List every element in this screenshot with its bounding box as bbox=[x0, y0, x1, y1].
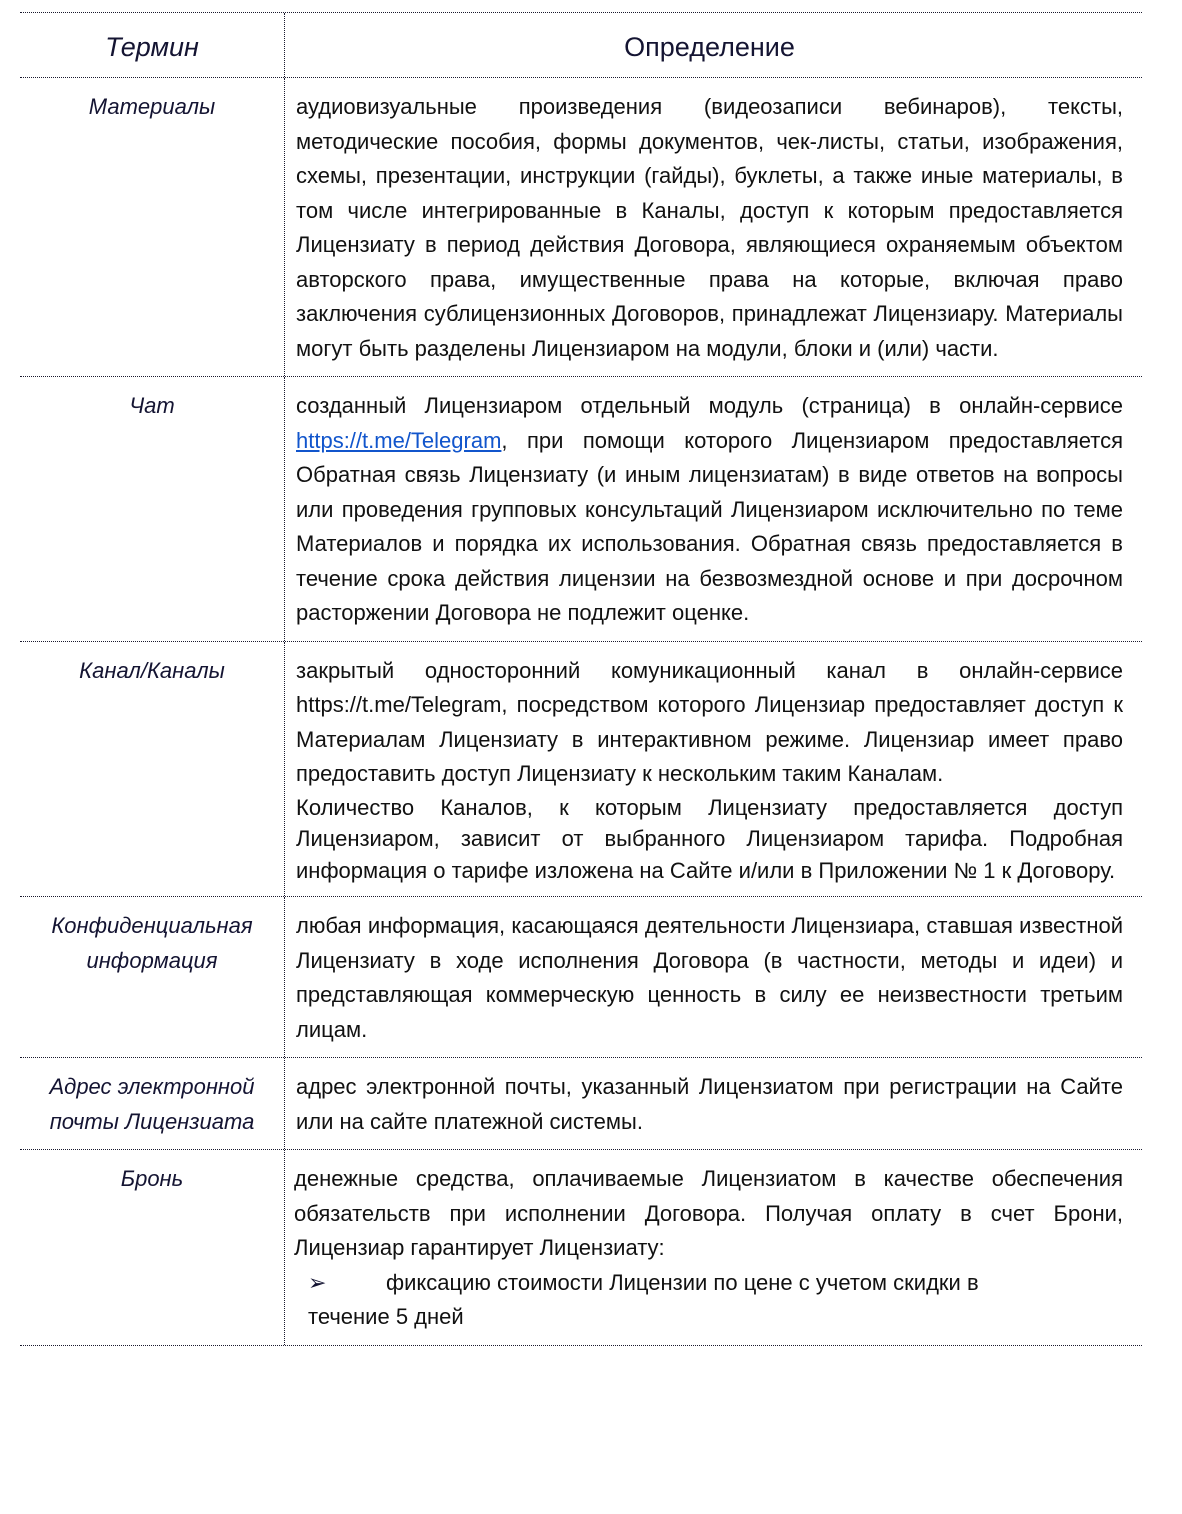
definition-cell bbox=[285, 377, 1142, 641]
header-term: Термин bbox=[20, 13, 285, 77]
definition-text: , при помощи которого Лицензиаром предоставляется Обратная связь Лицензиату (и иным лицензиатам) в виде ответов на вопросы или проведения групповых консультаций Лицензиаром исключительно по теме Материалов и порядка их использования. Обратная связь предоставляется в течение срока действия лицензии на безвозмездной основе и при досрочном расторжении Договора не подлежит оценке. bbox=[296, 427, 1123, 625]
telegram-link[interactable]: https://t.me/Telegram bbox=[296, 427, 502, 453]
term-cell: Материалы bbox=[20, 78, 285, 376]
term-cell: Конфиденциальная информация bbox=[20, 897, 285, 1057]
definition-paragraph: закрытый односторонний комуникационный канал в онлайн-сервисе https://t.me/Telegram, посредством которого Лицензиар предоставляет доступ к Материалам Лицензиату в интерактивном режиме. Лицензиар имеет право предоставить доступ Лицензиату к нескольким таким Каналам. bbox=[296, 657, 1123, 786]
table-row bbox=[20, 642, 1142, 898]
table-row bbox=[20, 1058, 1142, 1150]
table-row bbox=[20, 78, 1142, 377]
definition-cell: аудиовизуальные произведения (видеозаписи вебинаров), тексты, методические пособия, формы документов, чек-листы, статьи, изображения, схемы, презентации, инструкции (гайды), буклеты, а также иные материалы, в том числе интегрированные в Каналы, доступ к которым предоставляется Лицензиату в период действия Договора, являющиеся охраняемым объектом авторского права, имущественные права на которые, включая право заключения сублицензионных Договоров, принадлежат Лицензиару. Материалы могут быть разделены Лицензиаром на модули, блоки и (или) части. bbox=[296, 94, 1123, 361]
arrow-bullet-icon: ➢ bbox=[308, 1269, 327, 1295]
definition-cell bbox=[285, 642, 1142, 897]
definition-paragraph: денежные средства, оплачиваемые Лицензиатом в качестве обеспечения обязательств при исполнении Договора. Получая оплату в счет Брони, Лицензиар гарантирует Лицензиату: bbox=[294, 1166, 1123, 1260]
term-cell: Адрес электронной почты Лицензиата bbox=[20, 1058, 285, 1149]
header-definition: Определение bbox=[624, 32, 795, 62]
definition-cell: адрес электронной почты, указанный Лицензиатом при регистрации на Сайте или на сайте платежной системы. bbox=[296, 1074, 1123, 1134]
term-cell: Бронь bbox=[20, 1150, 285, 1345]
bullet-text: фиксацию стоимости Лицензии по цене с учетом скидки в bbox=[386, 1269, 979, 1295]
term-cell: Канал/Каналы bbox=[20, 642, 285, 897]
definitions-table bbox=[20, 12, 1142, 1346]
definition-cell bbox=[285, 1150, 1142, 1345]
bullet-text-continuation: течение 5 дней bbox=[308, 1304, 464, 1329]
table-row bbox=[20, 1150, 1142, 1346]
table-row bbox=[20, 377, 1142, 642]
definition-paragraph: Количество Каналов, к которым Лицензиату предоставляется доступ Лицензиаром, зависит от выбранного Лицензиаром тарифа. Подробная информация о тарифе изложена на Сайте и/или в Приложении № 1 к Договору. bbox=[296, 794, 1123, 883]
definition-text: созданный Лицензиаром отдельный модуль (страница) в онлайн-сервисе bbox=[296, 393, 1123, 418]
bullet-item bbox=[294, 1266, 1123, 1301]
table-header-row bbox=[20, 13, 1142, 78]
table-row bbox=[20, 897, 1142, 1058]
definition-cell: любая информация, касающаяся деятельности Лицензиара, ставшая известной Лицензиату в ходе исполнения Договора (в частности, методы и идеи) и представляющая коммерческую ценность в силу ее неизвестности третьим лицам. bbox=[296, 913, 1123, 1042]
term-cell: Чат bbox=[20, 377, 285, 641]
